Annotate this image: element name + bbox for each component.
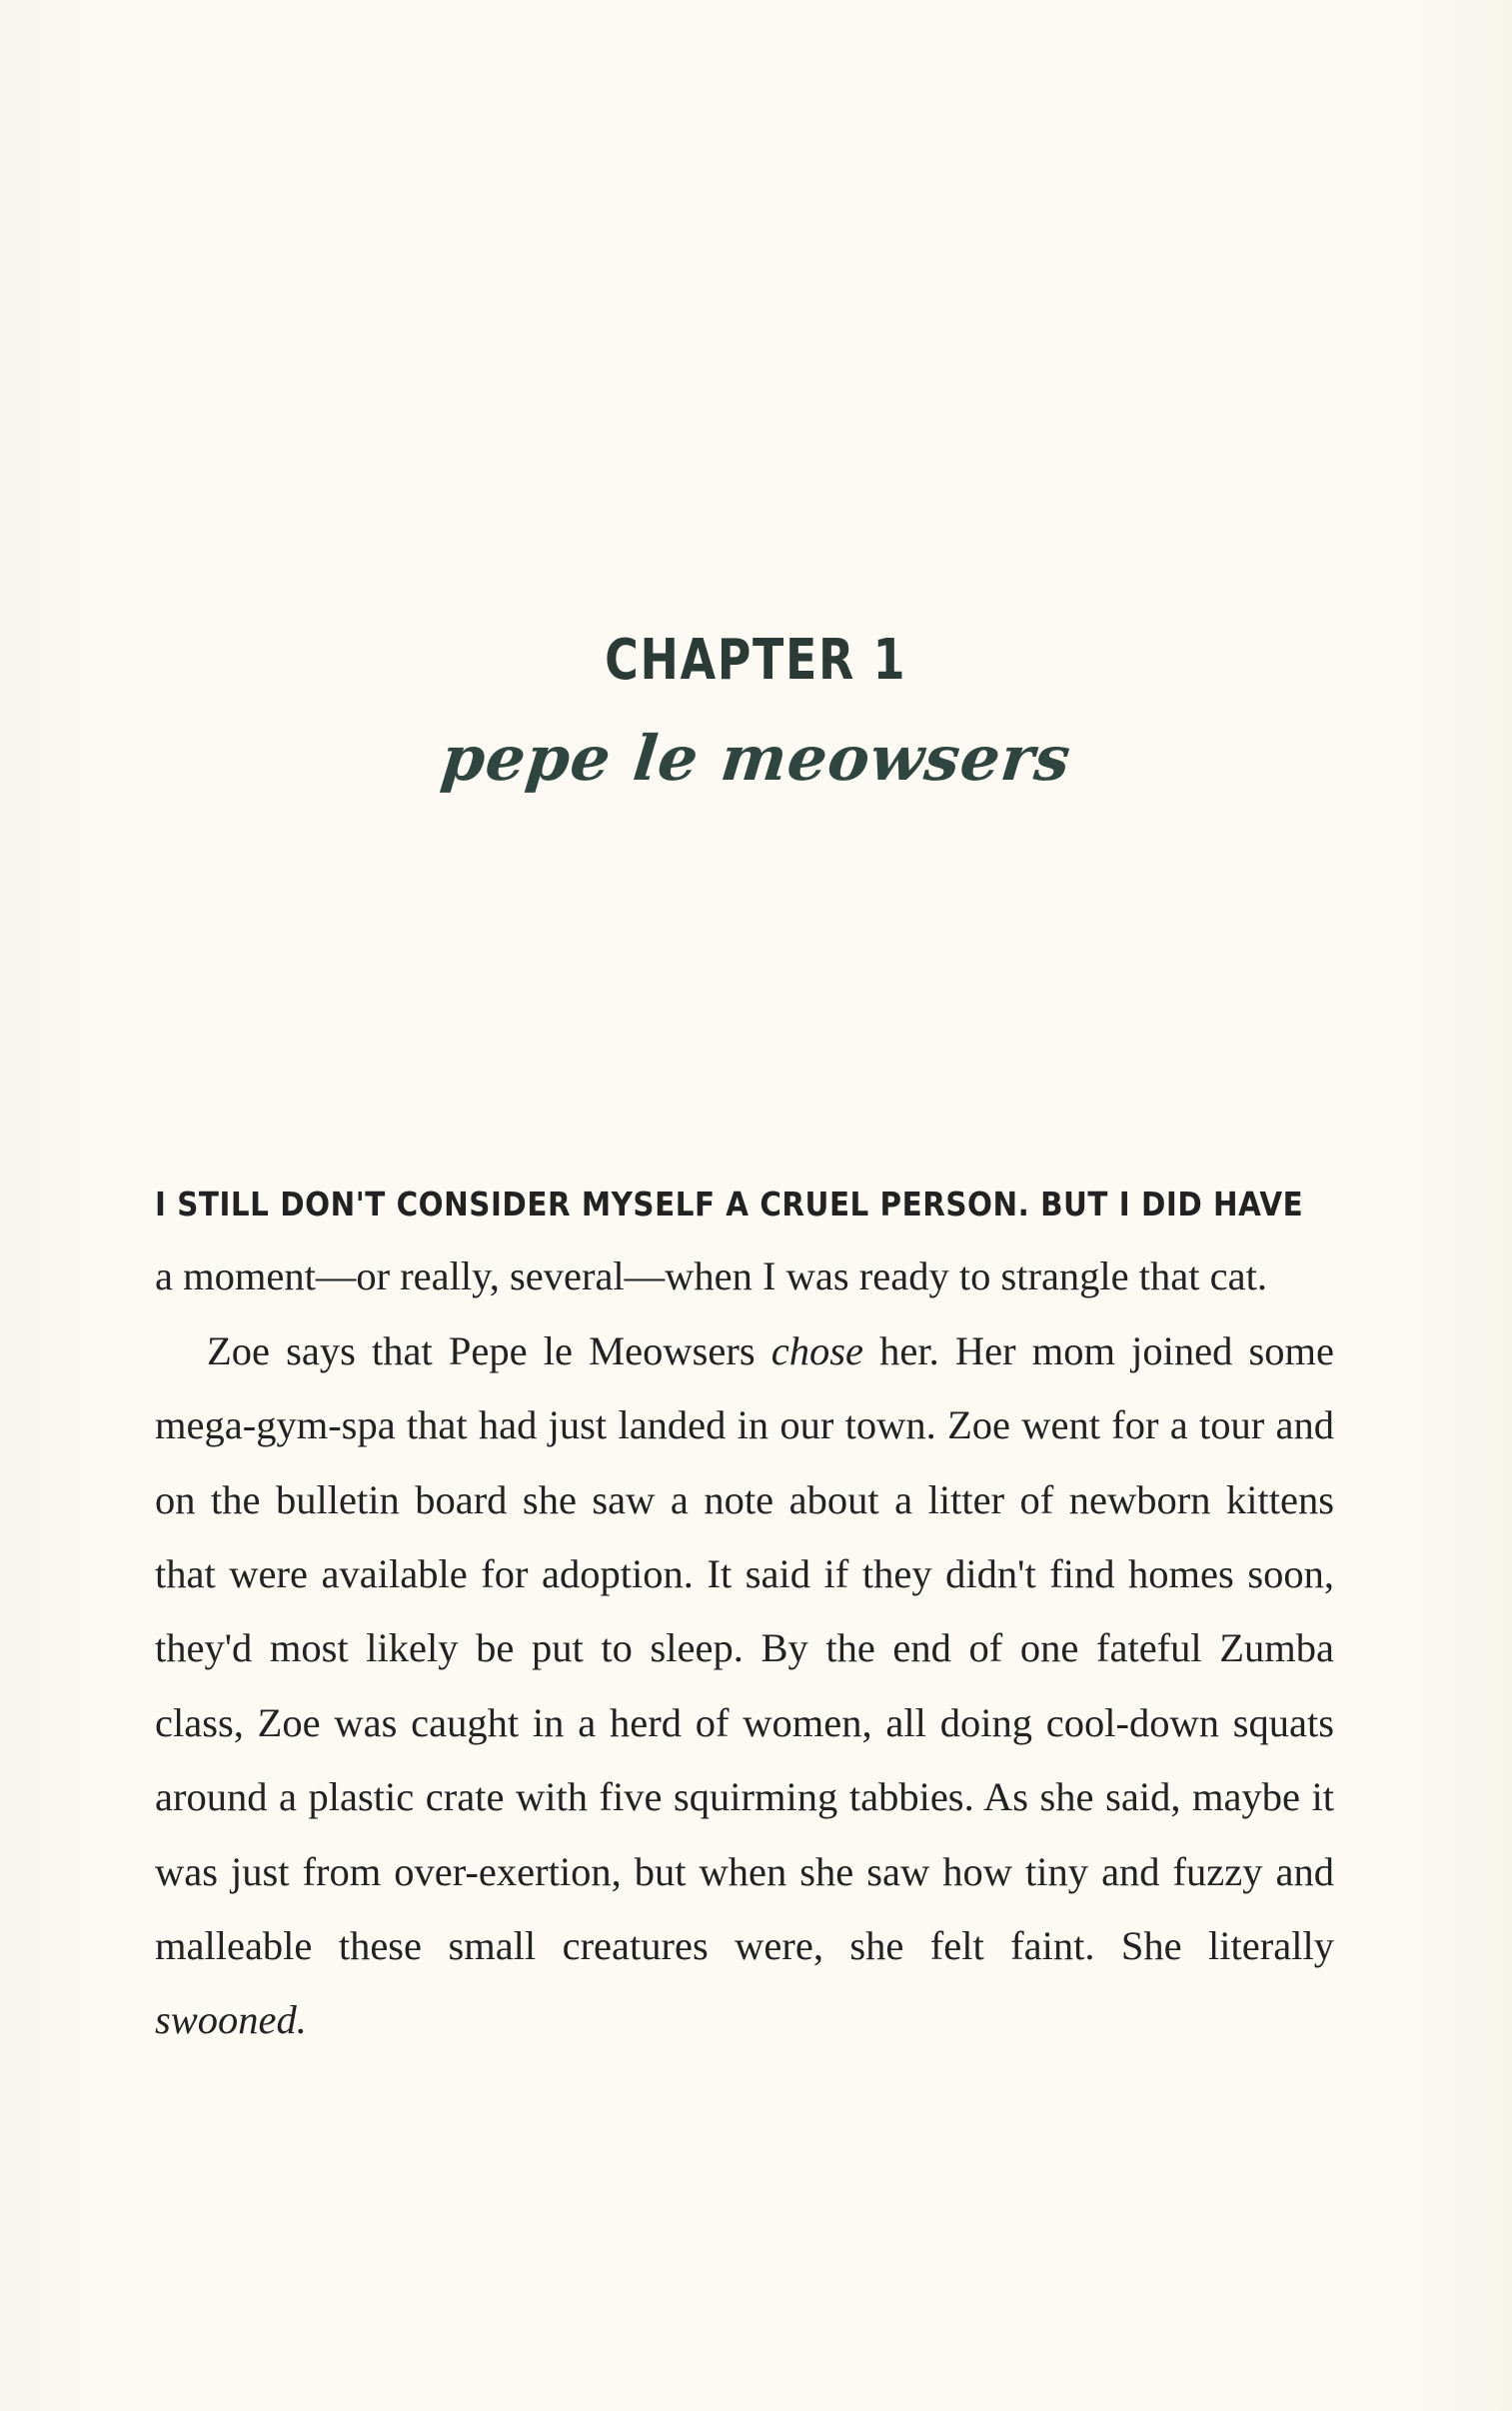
chapter-title [0, 722, 1512, 795]
paragraph-2-text-a: Zoe says that Pepe le Meowsers [207, 1327, 771, 1373]
chapter-heading [0, 628, 1512, 693]
lead-in-smallcaps: I STILL DON'T CONSIDER MYSELF A CRUEL PERSON. BUT I DID HAVE [155, 1185, 1304, 1223]
paragraph-2-text-b: her. Her mom joined some mega-gym-spa that had just landed in our town. Zoe went for a tour and on the bulletin board she saw a note about a litter of newborn kittens that were available for adoption. It said if they didn't find homes soon, they'd most likely be put to sleep. By the end of one fateful Zumba class, Zoe was caught in a herd of women, all doing cool-down squats around a plastic crate with five squirming tabbies. As she said, maybe it was just from over-exertion, but when she saw how tiny and fuzzy and malleable these small creatures were, she felt faint. She literally [155, 1327, 1334, 1969]
emphasis-swooned: swooned. [155, 1997, 307, 2043]
paragraph-2 [155, 1314, 1334, 2058]
paragraph-1 [155, 1166, 1334, 1314]
chapter-title-text: pepe le meowsers [437, 722, 1075, 795]
emphasis-chose: chose [770, 1327, 863, 1373]
chapter-body [155, 1166, 1334, 2058]
paragraph-1-text: a moment—or really, several—when I was ready to strangle that cat. [155, 1253, 1267, 1299]
chapter-number: CHAPTER 1 [605, 628, 907, 693]
